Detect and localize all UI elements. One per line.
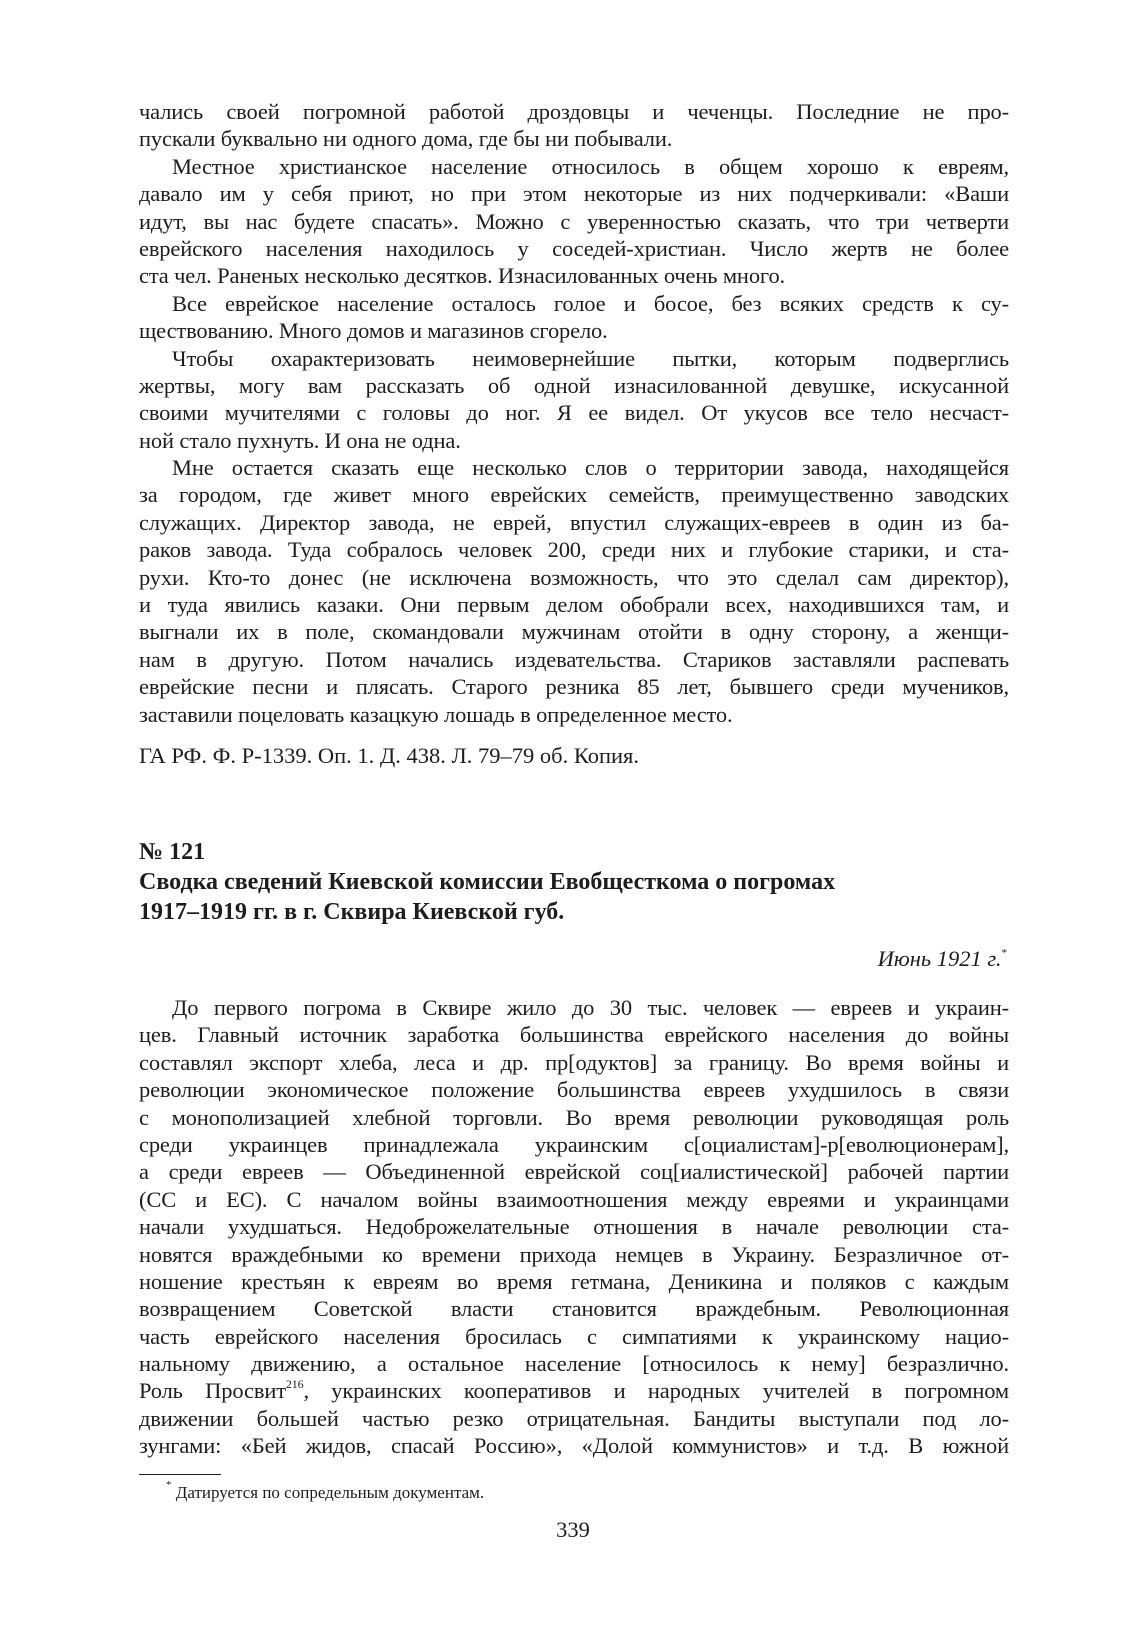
paragraph: [139, 153, 1009, 290]
text-line: До первого погрома в Сквире жило до 30 тыс. человек — евреев и украин-: [172, 994, 1009, 1020]
text-line: [139, 1377, 1009, 1404]
text-line: движении большей частью резко отрицательная. Бандиты выступали под ло-: [139, 1405, 1009, 1431]
text-line: давало им у себя приют, но при этом некоторые из них подчеркивали: «Ваши: [139, 181, 1009, 207]
text-line: своими мучителями с головы до ног. Я ее видел. От укусов все тело несчаст-: [139, 400, 1009, 426]
text-line: и туда явились казаки. Они первым делом обобрали всех, находившихся там, и: [139, 592, 1009, 618]
text-line: революции экономическое положение большинства евреев ухудшилось в связи: [139, 1077, 1009, 1103]
text-line: составлял экспорт хлеба, леса и др. пр[одуктов] за границу. Во время войны и: [139, 1049, 1009, 1075]
text-line: раков завода. Туда собралось человек 200, среди них и глубокие старики, и ста-: [139, 537, 1009, 563]
endnote-reference[interactable]: 216: [285, 1377, 304, 1392]
text-line: цев. Главный источник заработка большинства еврейского населения до войны: [139, 1022, 1009, 1048]
paragraph: [139, 994, 1009, 1460]
page-body: [139, 98, 1009, 1460]
text-line: жертвы, могу вам рассказать об одной изнасилованной девушке, искусанной: [139, 372, 1009, 398]
text-line: часть еврейского населения бросилась с симпатиями к украинскому нацио-: [139, 1323, 1009, 1349]
text-line: среди украинцев принадлежала украинским с[оциалистам]-р[еволюционерам],: [139, 1131, 1009, 1157]
text-segment: Роль Просвит: [139, 1378, 286, 1404]
text-line: Все еврейское население осталось голое и босое, без всяких средств к су-: [172, 290, 1009, 316]
text-line: а среди евреев — Объединенной еврейской соц[иалистической] рабочей партии: [139, 1159, 1009, 1185]
text-line: пускали буквально ни одного дома, где бы ни побывали.: [139, 126, 673, 152]
text-line: за городом, где живет много еврейских семейств, преимущественно заводских: [139, 482, 1009, 508]
text-line: Мне остается сказать еще несколько слов о территории завода, находящейся: [172, 455, 1009, 481]
text-line: возвращением Советской власти становится враждебным. Революционная: [139, 1296, 1009, 1322]
footnote-text: Датируется по сопредельным документам.: [175, 1483, 485, 1502]
text-line: еврейского населения находилось у соседей-христиан. Число жертв не более: [139, 235, 1009, 261]
text-line: рухи. Кто-то донес (не исключена возможность, что это сделал сам директор),: [139, 564, 1009, 590]
text-line: начали ухудшаться. Недоброжелательные отношения в начале революции ста-: [139, 1214, 1009, 1240]
text-line: (СС и ЕС). С началом войны взаимоотношения между евреями и украинцами: [139, 1186, 1009, 1212]
paragraph: [139, 345, 1009, 455]
document-number: № 121: [139, 838, 206, 865]
paragraph: [139, 454, 1009, 728]
footnote: [166, 1479, 485, 1504]
text-segment: , украинских кооперативов и народных учителей в погромном: [303, 1378, 1009, 1404]
text-line: ной стало пухнуть. И она не одна.: [139, 427, 461, 453]
text-line: зунгами: «Бей жидов, спасай Россию», «Долой коммунистов» и т.д. В южной: [139, 1433, 1009, 1459]
text-line: новятся враждебными ко времени прихода немцев в Украину. Безразличное от-: [139, 1241, 1009, 1267]
text-line: чались своей погромной работой дроздовцы и чеченцы. Последние не про-: [139, 99, 1009, 124]
page-number: 339: [556, 1517, 590, 1542]
document-title-line: 1917–1919 гг. в г. Сквира Киевской губ.: [139, 898, 565, 925]
text-line: с монополизацией хлебной торговли. Во время революции руководящая роль: [139, 1104, 1009, 1130]
paragraph: [139, 290, 1009, 345]
text-line: выгнали их в поле, скомандовали мужчинам отойти в одну сторону, а женщи-: [139, 619, 1009, 645]
text-line: Местное христианское население относилось в общем хорошо к евреям,: [172, 153, 1009, 179]
footnote-marker: *: [166, 1479, 172, 1491]
footnote-marker: *: [1001, 946, 1007, 959]
paragraph: [139, 98, 1009, 153]
text-line: Чтобы охарактеризовать неимовернейшие пытки, которым подверглись: [172, 345, 1009, 371]
text-line: ста чел. Раненых несколько десятков. Изнасилованных очень много.: [139, 263, 786, 289]
text-line: нальному движению, а остальное население [относилось к нему] безразлично.: [139, 1351, 1009, 1377]
text-line: нам в другую. Потом начались издевательства. Стариков заставляли распевать: [139, 646, 1009, 672]
document-date-text: Июнь 1921 г.: [877, 945, 1002, 971]
document-title-line: Сводка сведений Киевской комиссии Евобщесткома о погромах: [139, 868, 836, 895]
document-date: [139, 945, 1009, 972]
text-line: заставили поцеловать казацкую лошадь в определенное место.: [139, 701, 733, 727]
source-citation: ГА РФ. Ф. Р-1339. Оп. 1. Д. 438. Л. 79–79 об. Копия.: [139, 742, 640, 768]
footnote-divider: [139, 1474, 221, 1475]
text-line: ношение крестьян к евреям во время гетмана, Деникина и поляков с каждым: [139, 1268, 1009, 1294]
text-line: идут, вы нас будете спасать». Можно с уверенностью сказать, что три четверти: [139, 208, 1009, 234]
text-line: служащих. Директор завода, не еврей, впустил служащих-евреев в один из ба-: [139, 509, 1009, 535]
text-line: ществованию. Много домов и магазинов сгорело.: [139, 318, 608, 344]
text-line: еврейские песни и плясать. Старого резника 85 лет, бывшего среди мучеников,: [139, 674, 1009, 700]
